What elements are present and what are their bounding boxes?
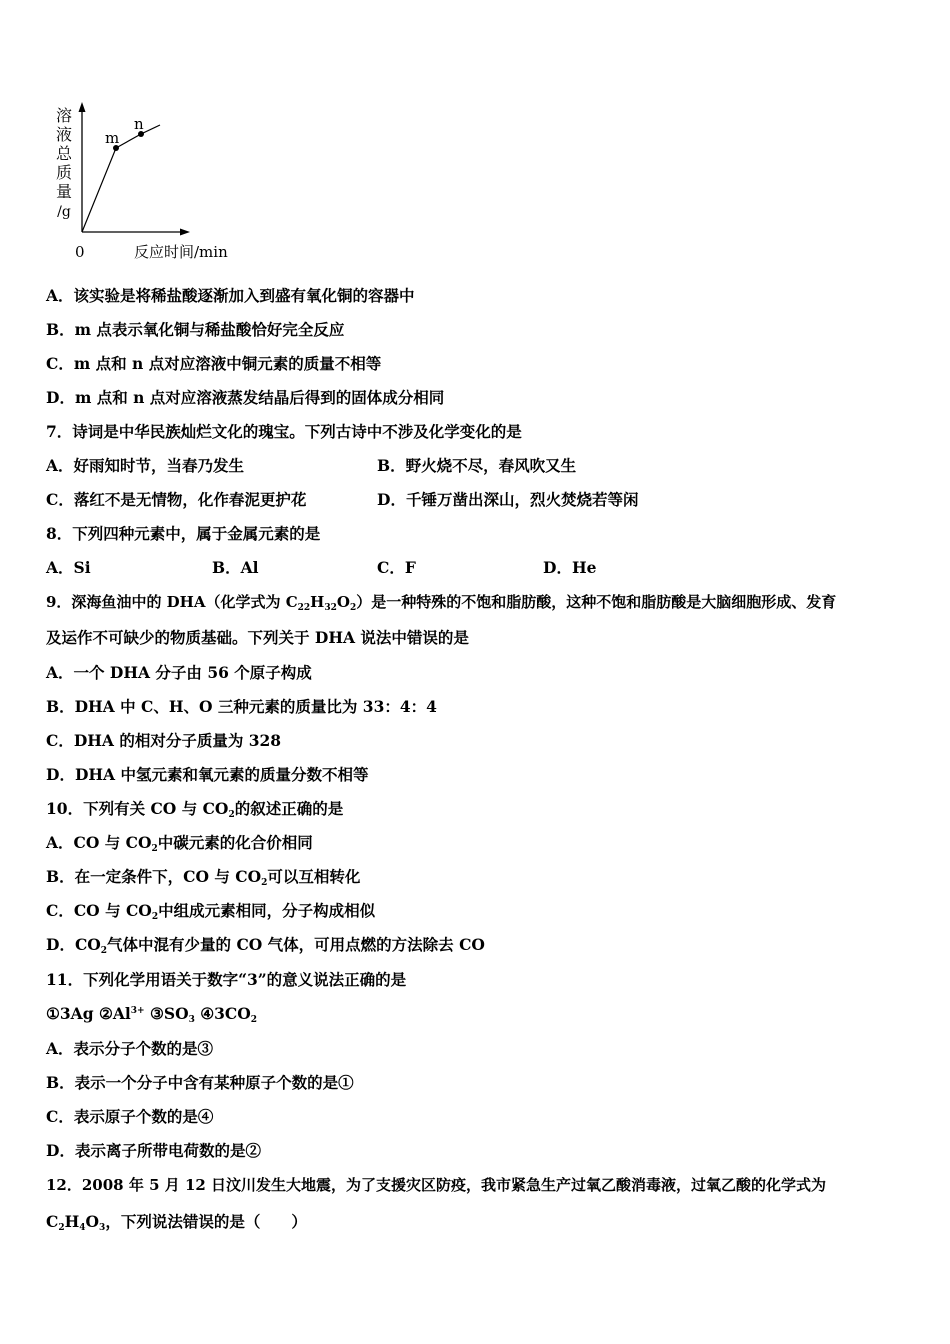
q8-option-b: B．Al bbox=[212, 558, 259, 577]
q12-stem-line2: $C_2H_4O_3$，下列说法错误的是（ ） bbox=[46, 1212, 307, 1233]
y-label-char: 总 bbox=[55, 144, 72, 163]
q7-option-b: B．野火烧不尽，春风吹又生 bbox=[377, 456, 577, 475]
q11-option-c: C．表示原子个数的是④ bbox=[46, 1107, 214, 1126]
y-label-char: 溶 bbox=[55, 106, 72, 125]
q7-stem: 7．诗词是中华民族灿烂文化的瑰宝。下列古诗中不涉及化学变化的是 bbox=[46, 422, 522, 441]
point-n-label: n bbox=[134, 115, 144, 133]
q6-option-a: A．该实验是将稀盐酸逐渐加入到盛有氧化铜的容器中 bbox=[46, 286, 415, 305]
q8-option-a: A．Si bbox=[46, 558, 91, 577]
origin-label: 0 bbox=[75, 243, 85, 261]
point-m-label: m bbox=[105, 129, 120, 147]
q6-option-d: D．m 点和 n 点对应溶液蒸发结晶后得到的固体成分相同 bbox=[46, 388, 445, 407]
x-axis-label: 反应时间/min bbox=[134, 243, 228, 261]
q9-option-c: C．DHA 的相对分子质量为 328 bbox=[46, 731, 282, 750]
q11-option-d: D．表示离子所带电荷数的是② bbox=[46, 1141, 261, 1160]
y-axis-arrow bbox=[79, 102, 86, 112]
q9-option-b: B．DHA 中 C、H、O 三种元素的质量比为 33：4：4 bbox=[46, 697, 437, 716]
y-label-char: 量 bbox=[55, 182, 72, 201]
q6-option-b: B．m 点表示氧化铜与稀盐酸恰好完全反应 bbox=[46, 320, 345, 339]
q10-option-c: C．CO 与 $CO_2$中组成元素相同，分子构成相似 bbox=[46, 901, 376, 922]
graph-canvas bbox=[0, 0, 260, 270]
q8-stem: 8．下列四种元素中，属于金属元素的是 bbox=[46, 524, 321, 543]
mass-curve bbox=[82, 125, 160, 232]
q11-stem: 11．下列化学用语关于数字“3”的意义说法正确的是 bbox=[46, 970, 407, 989]
q6-option-c: C．m 点和 n 点对应溶液中铜元素的质量不相等 bbox=[46, 354, 382, 373]
q7-option-d: D．千锤万凿出深山，烈火焚烧若等闲 bbox=[377, 490, 639, 509]
q7-option-c: C．落红不是无情物，化作春泥更护花 bbox=[46, 490, 307, 509]
q10-option-d: D．$CO_2$气体中混有少量的 CO 气体，可用点燃的方法除去 CO bbox=[46, 935, 485, 956]
x-axis-arrow bbox=[180, 229, 190, 236]
q9-stem-line2: 及运作不可缺少的物质基础。下列关于 DHA 说法中错误的是 bbox=[46, 628, 469, 647]
q10-option-b: B．在一定条件下，CO 与 $CO_2$可以互相转化 bbox=[46, 867, 361, 888]
q8-option-c: C．F bbox=[377, 558, 416, 577]
q10-option-a: A．CO 与 $CO_2$中碳元素的化合价相同 bbox=[46, 833, 313, 854]
q9-option-a: A．一个 DHA 分子由 56 个原子构成 bbox=[46, 663, 312, 682]
q11-option-b: B．表示一个分子中含有某种原子个数的是① bbox=[46, 1073, 354, 1092]
q7-option-a: A．好雨知时节，当春乃发生 bbox=[46, 456, 245, 475]
q12-stem-line1: 12．2008 年 5 月 12 日汶川发生大地震，为了支援灾区防疫，我市紧急生产过氧乙酸消毒液，过氧乙酸的化学式为 bbox=[46, 1176, 827, 1194]
q8-option-d: D．He bbox=[543, 558, 597, 577]
q10-stem: 10．下列有关 CO 与 $CO_2$的叙述正确的是 bbox=[46, 799, 344, 820]
q9-option-d: D．DHA 中氢元素和氧元素的质量分数不相等 bbox=[46, 765, 369, 784]
q11-items: ①3Ag $②Al^{3+}$ $③SO_3$ $④3CO_2$ bbox=[46, 1004, 258, 1025]
y-label-char: /g bbox=[57, 204, 71, 220]
q9-stem-line1: 9．深海鱼油中的 DHA（化学式为 $C_{22}H_{32}O_2$）是一种特殊的不饱和脂肪酸，这种不饱和脂肪酸是大脑细胞形成、发育 bbox=[46, 593, 837, 613]
y-label-char: 质 bbox=[55, 163, 72, 182]
q11-option-a: A．表示分子个数的是③ bbox=[46, 1039, 214, 1058]
y-label-char: 液 bbox=[55, 125, 72, 144]
